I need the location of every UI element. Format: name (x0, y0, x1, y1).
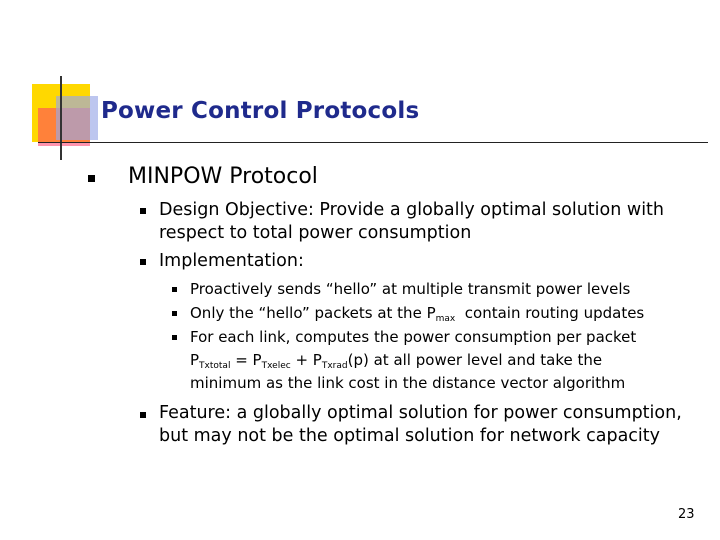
decorative-blue-square (56, 96, 98, 140)
pmax-subscript: max (435, 314, 456, 324)
design-objective-line1: Design Objective: Provide a globally optimal solution with (159, 200, 665, 220)
impl-item-pmax-updates (190, 304, 644, 322)
square-bullet-icon (172, 287, 177, 292)
square-bullet-icon (172, 311, 177, 316)
square-bullet-icon (88, 175, 95, 182)
impl-item2-after: contain routing updates (455, 304, 645, 322)
formula-equals-p: = P (230, 351, 262, 369)
txtotal-subscript: Txtotal (199, 361, 231, 371)
impl-item3-line1: For each link, computes the power consumption per packet (190, 328, 637, 346)
slide-title: Power Control Protocols (101, 98, 420, 124)
decorative-vertical-line (60, 76, 62, 160)
square-bullet-icon (140, 259, 146, 265)
txrad-subscript: Txrad (321, 361, 348, 371)
formula-plus-p: + P (290, 351, 322, 369)
title-underline-divider (38, 142, 708, 143)
impl-item3-line3: minimum as the link cost in the distance vector algorithm (190, 374, 626, 392)
implementation-label: Implementation: (159, 251, 304, 271)
formula-p: P (190, 351, 200, 369)
impl-item-hello-levels: Proactively sends “hello” at multiple transmit power levels (190, 280, 631, 298)
square-bullet-icon (172, 335, 177, 340)
txelec-subscript: Txelec (261, 361, 291, 371)
feature-line1: Feature: a globally optimal solution for power consumption, (159, 403, 682, 423)
power-formula-line (190, 351, 602, 369)
main-bullet-text: MINPOW Protocol (128, 164, 318, 189)
feature-line2: but may not be the optimal solution for network capacity (159, 426, 660, 446)
design-objective-line2: respect to total power consumption (159, 223, 472, 243)
formula-rest: (p) at all power level and take the (347, 351, 603, 369)
impl-item2-before: Only the “hello” packets at the P (190, 304, 436, 322)
square-bullet-icon (140, 208, 146, 214)
square-bullet-icon (140, 412, 146, 418)
page-number: 23 (678, 507, 695, 522)
